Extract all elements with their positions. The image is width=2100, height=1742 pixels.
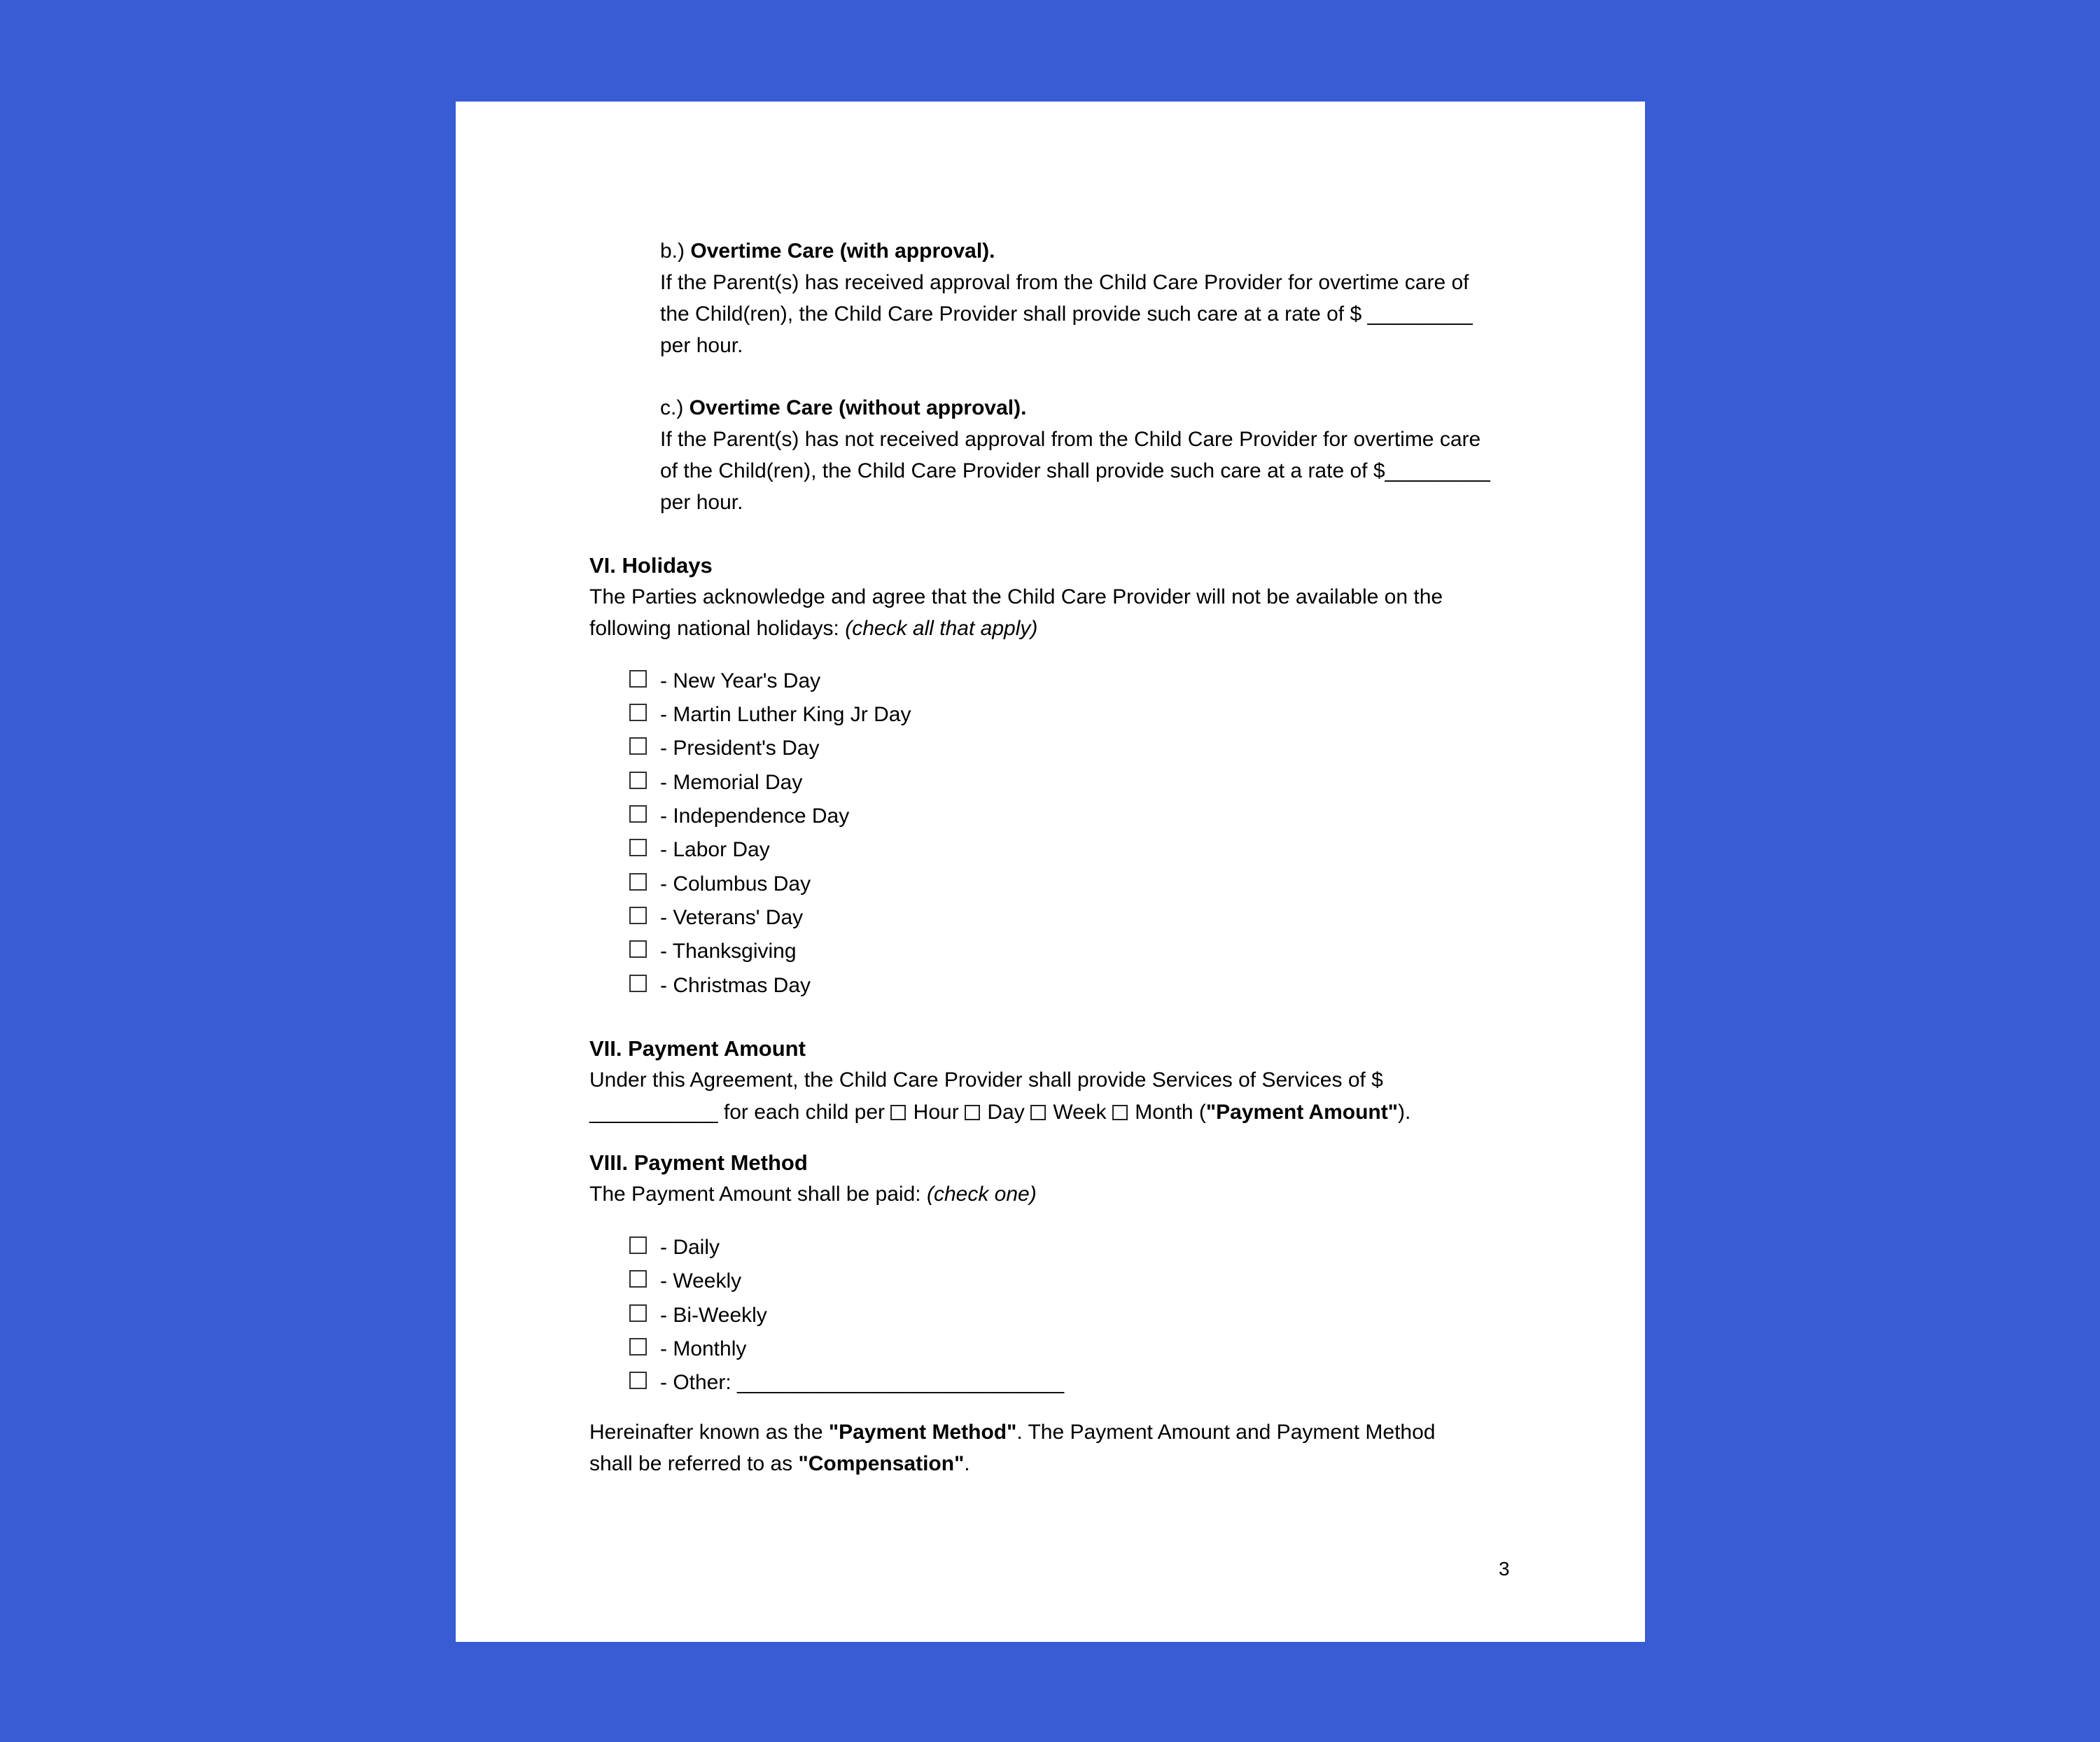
- section-b-label: b.): [660, 239, 685, 263]
- payment-method-checkbox[interactable]: [629, 1304, 647, 1322]
- payment-amount-end: ).: [1397, 1101, 1411, 1124]
- section-c-line-2: of the Child(ren), the Child Care Provider shall provide such care at a rate of $_________: [660, 459, 1490, 482]
- payment-method-checkbox[interactable]: [629, 1372, 647, 1389]
- holidays-line-1: The Parties acknowledge and agree that the Child Care Provider will not be available on the: [589, 585, 1443, 608]
- payment-method-label: - Weekly: [660, 1269, 742, 1292]
- section-b-line-2: the Child(ren), the Child Care Provider shall provide such care at a rate of $ _________: [660, 302, 1473, 326]
- holiday-label: - Memorial Day: [660, 771, 803, 794]
- payment-method-heading: VIII. Payment Method: [589, 1150, 808, 1175]
- hour-checkbox[interactable]: [890, 1105, 906, 1120]
- holiday-label: - Martin Luther King Jr Day: [660, 703, 911, 726]
- holiday-label: - New Year's Day: [660, 669, 821, 692]
- day-label: Day: [981, 1101, 1031, 1124]
- payment-method-checkbox[interactable]: [629, 1338, 647, 1356]
- section-b-line-1: If the Parent(s) has received approval from the Child Care Provider for overtime care of: [660, 271, 1469, 294]
- holiday-checkbox[interactable]: [629, 737, 647, 755]
- section-b-line-3: per hour.: [660, 334, 743, 357]
- hour-label: Hour: [907, 1101, 965, 1124]
- payment-method-instruction: (check one): [926, 1183, 1037, 1206]
- holiday-checkbox[interactable]: [629, 805, 647, 823]
- section-c-line-3: per hour.: [660, 491, 743, 514]
- holiday-checkbox[interactable]: [629, 873, 647, 891]
- page-number: 3: [1499, 1558, 1510, 1580]
- payment-method-text: The Payment Amount shall be paid:: [589, 1183, 927, 1206]
- holiday-checkbox[interactable]: [629, 940, 647, 958]
- section-c-title-line: [660, 392, 1026, 424]
- payment-method-label: - Daily: [660, 1236, 720, 1259]
- month-label: Month (: [1128, 1101, 1206, 1124]
- month-checkbox[interactable]: [1112, 1105, 1128, 1120]
- document-page: [456, 102, 1645, 1642]
- holiday-checkbox[interactable]: [629, 975, 647, 992]
- closing-line-1: [589, 1416, 1435, 1448]
- holiday-checkbox[interactable]: [629, 772, 647, 789]
- holiday-checkbox[interactable]: [629, 704, 647, 721]
- payment-method-label: - Bi-Weekly: [660, 1304, 767, 1327]
- holiday-label: - Veterans' Day: [660, 906, 804, 929]
- holiday-label: - Thanksgiving: [660, 940, 797, 963]
- holiday-label: - Independence Day: [660, 804, 850, 828]
- closing-text-2c: .: [964, 1452, 970, 1475]
- holiday-checkbox[interactable]: [629, 839, 647, 856]
- holidays-heading: VI. Holidays: [589, 553, 713, 578]
- section-b-title-line: [660, 235, 995, 267]
- payment-method-checkbox[interactable]: [629, 1236, 647, 1254]
- payment-method-checkbox[interactable]: [629, 1270, 647, 1288]
- closing-text-1c: . The Payment Amount and Payment Method: [1016, 1421, 1436, 1444]
- section-b-title: Overtime Care (with approval).: [690, 239, 995, 263]
- payment-amount-line-2: [589, 1096, 1410, 1128]
- week-checkbox[interactable]: [1030, 1105, 1046, 1120]
- closing-text-2a: shall be referred to as: [589, 1452, 799, 1475]
- holidays-instruction: (check all that apply): [845, 617, 1038, 640]
- section-c-line-1: If the Parent(s) has not received approval from the Child Care Provider for overtime care: [660, 428, 1481, 451]
- holiday-checkbox[interactable]: [629, 670, 647, 688]
- section-c-label: c.): [660, 396, 684, 419]
- holiday-label: - Labor Day: [660, 838, 770, 861]
- holiday-label: - Columbus Day: [660, 872, 811, 896]
- closing-text-1a: Hereinafter known as the: [589, 1421, 829, 1444]
- day-checkbox[interactable]: [965, 1105, 980, 1120]
- holidays-line-2: [589, 613, 1037, 644]
- payment-amount-text: for each child per: [718, 1101, 891, 1124]
- holiday-checkbox[interactable]: [629, 907, 647, 924]
- payment-method-label: - Monthly: [660, 1337, 747, 1360]
- payment-amount-line-1: Under this Agreement, the Child Care Provider shall provide Services of Services of $: [589, 1068, 1383, 1092]
- closing-line-2: [589, 1448, 970, 1479]
- week-label: Week: [1047, 1101, 1112, 1124]
- holiday-label: - President's Day: [660, 737, 820, 760]
- holidays-line-2-text: following national holidays:: [589, 617, 846, 640]
- payment-amount-heading: VII. Payment Amount: [589, 1036, 806, 1061]
- payment-method-label: - Other: ____________________________: [660, 1371, 1065, 1394]
- section-c-title: Overtime Care (without approval).: [689, 396, 1027, 419]
- payment-amount-blank[interactable]: ___________: [589, 1101, 718, 1124]
- payment-amount-term: "Payment Amount": [1205, 1101, 1398, 1124]
- compensation-term: "Compensation": [798, 1452, 965, 1475]
- holiday-label: - Christmas Day: [660, 974, 811, 997]
- payment-method-term: "Payment Method": [828, 1421, 1017, 1444]
- payment-method-line-1: [589, 1178, 1037, 1210]
